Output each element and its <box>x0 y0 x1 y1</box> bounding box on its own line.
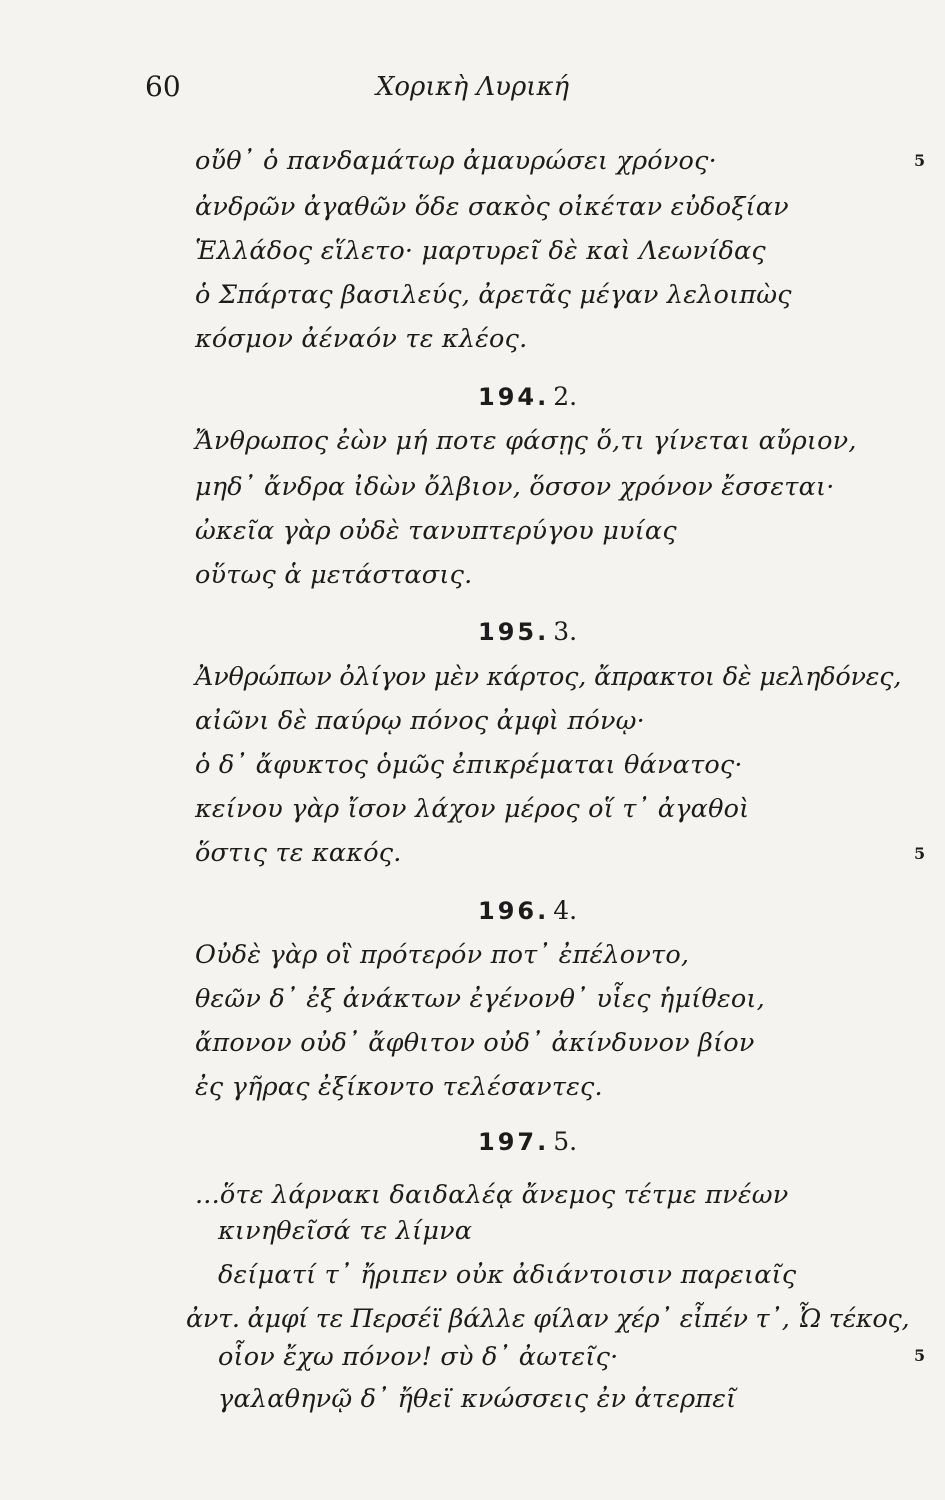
verse-line: κείνου γὰρ ἴσον λάχον μέρος οἵ τ᾽ ἀγαθοὶ <box>195 794 750 824</box>
fragment-number: 194. <box>478 383 550 411</box>
fragment-number: 197. <box>478 1128 550 1156</box>
verse-line: ἐς γῆρας ἐξίκοντο τελέσαντες. <box>195 1072 603 1102</box>
verse-line: οὕτως ἁ μετάστασις. <box>195 560 473 590</box>
verse-line: ...ὅτε λάρνακι δαιδαλέᾳ ἄνεμος τέτμε πνέων <box>195 1180 789 1210</box>
page-number: 60 <box>145 70 181 103</box>
verse-line: ὁ Σπάρτας βασιλεύς, ἀρετᾶς μέγαν λελοιπὼς <box>195 280 792 310</box>
line-number-marker: 5 <box>914 844 926 863</box>
fragment-number: 196. <box>478 897 550 925</box>
verse-line: αἰῶνι δὲ παύρῳ πόνος ἀμφὶ πόνῳ· <box>195 706 645 736</box>
running-title: Χορικὴ Λυρική <box>375 72 570 102</box>
verse-line: Ἄνθρωπος ἐὼν μή ποτε φάσῃς ὅ,τι γίνεται αὔριον, <box>195 426 857 456</box>
fragment-heading <box>478 1127 577 1156</box>
fragment-heading <box>478 896 577 925</box>
fragment-subnumber: 2. <box>553 382 578 411</box>
verse-line: κόσμον ἀέναόν τε κλέος. <box>195 324 528 354</box>
verse-line: ἄπονον οὐδ᾽ ἄφθιτον οὐδ᾽ ἀκίνδυνον βίον <box>195 1028 755 1058</box>
verse-line: ὅστις τε κακός. <box>195 838 402 868</box>
verse-line: Οὐδὲ γὰρ οἳ πρότερόν ποτ᾽ ἐπέλοντο, <box>195 940 690 970</box>
verse-line: μηδ᾽ ἄνδρα ἰδὼν ὄλβιον, ὅσσον χρόνον ἔσσεται· <box>195 472 835 502</box>
verse-line: ἀνδρῶν ἀγαθῶν ὅδε σακὸς οἰκέταν εὐδοξίαν <box>195 192 789 222</box>
fragment-number: 195. <box>478 618 550 646</box>
verse-line: ὁ δ᾽ ἄφυκτος ὁμῶς ἐπικρέμαται θάνατος· <box>195 750 743 780</box>
verse-line: ἀντ. ἀμφί τε Περσέϊ βάλλε φίλαν χέρ᾽ εἶπέν τ᾽, Ὦ τέκος, <box>186 1304 910 1334</box>
verse-line: οὔθ᾽ ὁ πανδαμάτωρ ἀμαυρώσει χρόνος· <box>195 146 717 176</box>
verse-line: δείματί τ᾽ ἤριπεν οὐκ ἀδιάντοισιν παρειαῖς <box>218 1260 797 1290</box>
fragment-subnumber: 5. <box>553 1127 578 1156</box>
verse-line: θεῶν δ᾽ ἐξ ἀνάκτων ἐγένονθ᾽ υἷες ἡμίθεοι, <box>195 984 765 1014</box>
verse-line: Ἑλλάδος εἵλετο· μαρτυρεῖ δὲ καὶ Λεωνίδας <box>195 236 766 266</box>
verse-line: ὠκεῖα γὰρ οὐδὲ τανυπτερύγου μυίας <box>195 516 677 546</box>
fragment-subnumber: 4. <box>553 896 578 925</box>
verse-line: Ἀνθρώπων ὀλίγον μὲν κάρτος, ἄπρακτοι δὲ μεληδόνες, <box>195 662 902 692</box>
line-number-marker: 5 <box>914 1346 926 1365</box>
verse-line: οἷον ἔχω πόνον! σὺ δ᾽ ἀωτεῖς· <box>218 1342 619 1372</box>
verse-line: κινηθεῖσά τε λίμνα <box>218 1216 473 1246</box>
page-header <box>0 70 945 110</box>
fragment-heading <box>478 382 577 411</box>
fragment-subnumber: 3. <box>553 617 578 646</box>
fragment-heading <box>478 617 577 646</box>
line-number-marker: 5 <box>914 151 926 170</box>
verse-line: γαλαθηνῷ δ᾽ ἤθεϊ κνώσσεις ἐν ἀτερπεῖ <box>218 1384 737 1414</box>
